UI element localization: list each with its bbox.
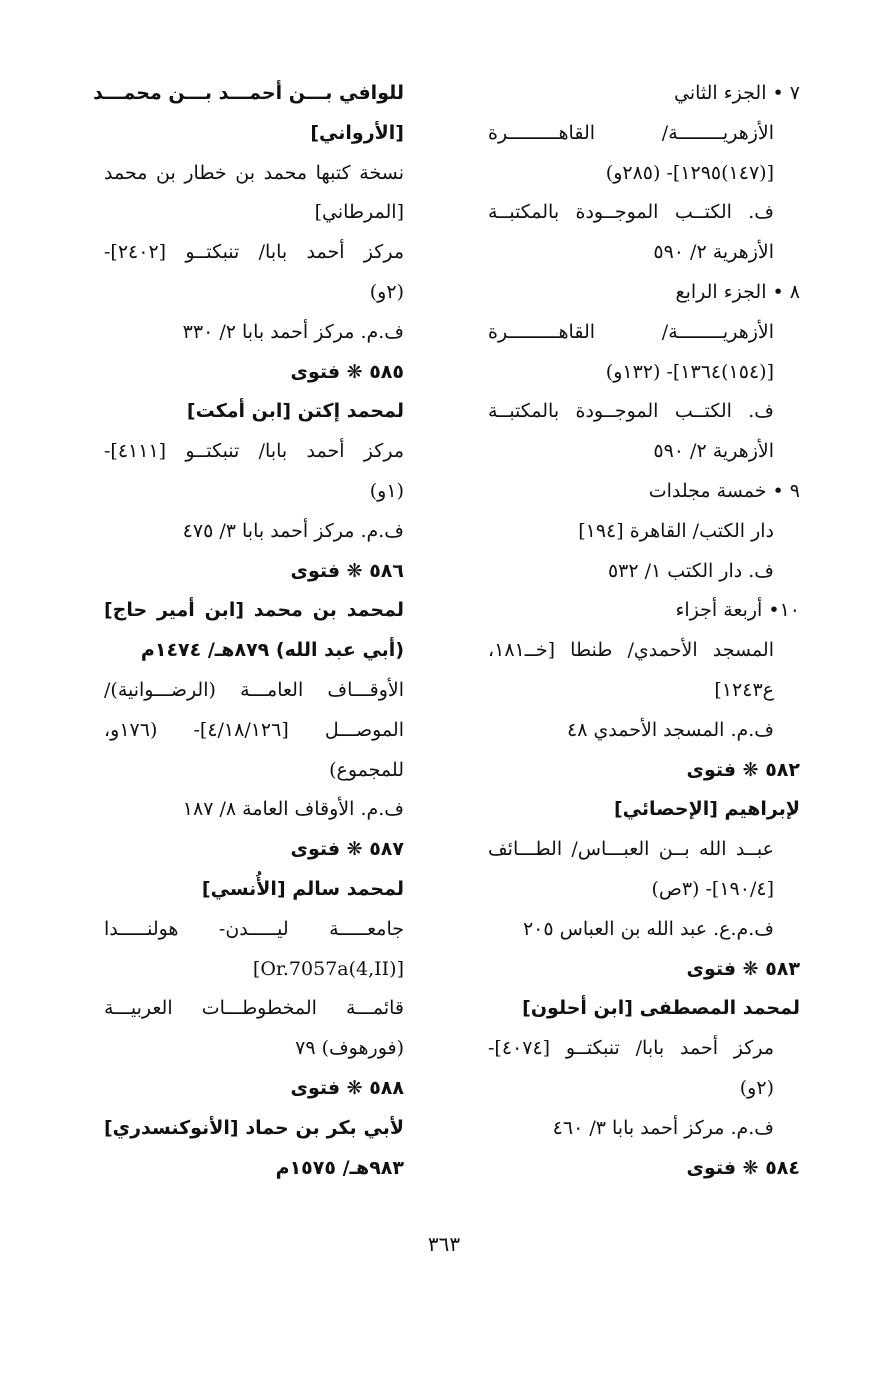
text-line: [(١٤٧)١٢٩٥]- (٢٨٥و) (605, 161, 774, 184)
text-line: ف. دار الكتب ١/ ٥٣٢ (607, 559, 774, 582)
text-line: الأزهريــــــــة/ القاهـــــــــرة (488, 121, 774, 144)
author-line: لمحمد إكتن [ابن أمكت] (186, 400, 404, 423)
text-line: الأزهرية ٢/ ٥٩٠ (653, 241, 774, 264)
text-line: مركز أحمد بابا/ تنبكتــو [٤١١١]- (104, 440, 404, 463)
text-line: الأوقـــاف العامـــة (الرضـــوانية)/ (104, 678, 404, 701)
right-column (488, 74, 800, 1188)
volume-item: ٩ • خمسة مجلدات (648, 479, 800, 502)
text-line: ف.م. المسجد الأحمدي ٤٨ (566, 718, 774, 741)
text-line: للمجموع) (329, 758, 404, 781)
text-line: [١٩٠/٤]- (٣ص) (651, 877, 774, 900)
text-line: نسخة كتبها محمد بن خطار بن محمد (104, 161, 404, 184)
volume-item: ٧ • الجزء الثاني (673, 82, 800, 104)
entry-heading: ٥٨٧ ❋ فتوى (290, 838, 404, 861)
text-line: ف.م. مركز أحمد بابا ٢/ ٣٣٠ (182, 320, 404, 343)
text-line: ع١٢٤٣] (714, 678, 774, 701)
text-line: (فورهوف) ٧٩ (295, 1037, 404, 1060)
entry-heading: ٥٨٣ ❋ فتوى (686, 957, 800, 980)
text-line: الموصـــل [٤/١٨/١٢٦]- (١٧٦و، (104, 718, 404, 741)
author-line: لمحمد المصطفى [ابن أحلون] (522, 997, 800, 1020)
entry-heading: ٥٨٦ ❋ فتوى (290, 559, 404, 582)
author-line: لإبراهيم [الإحصائي] (614, 798, 800, 821)
text-line: [المرطاني] (314, 201, 404, 224)
author-line: [الأرواني] (310, 121, 404, 144)
page-number: ٣٦٣ (427, 1232, 461, 1256)
text-line: المسجد الأحمدي/ طنطا [خــ١٨١، (488, 639, 774, 662)
text-line: ف. الكتــب الموجــودة بالمكتبــة (488, 201, 774, 224)
volume-item: ٨ • الجزء الرابع (675, 280, 800, 303)
entry-heading: ٥٨٥ ❋ فتوى (290, 360, 404, 383)
author-line: للوافي بـــن أحمـــد بـــن محمـــد (93, 82, 404, 104)
author-line: (أبي عبد الله) ٨٧٩هـ/ ١٤٧٤م (140, 639, 404, 662)
text-line: جامعـــــة ليـــــدن- هولنـــــدا (104, 917, 404, 940)
text-line: ف.م. الأوقاف العامة ٨/ ١٨٧ (182, 798, 404, 821)
author-line: لمحمد سالم [الأُنسي] (201, 877, 404, 900)
text-line: قائمـــة المخطوطـــات العربيـــة (104, 997, 404, 1020)
text-line: (٢و) (369, 280, 404, 303)
left-column (93, 74, 404, 1188)
text-line: ف.م. مركز أحمد بابا ٣/ ٤٧٥ (182, 519, 404, 542)
text-line: ف.م.ع. عبد الله بن العباس ٢٠٥ (522, 917, 774, 940)
entry-heading: ٥٨٨ ❋ فتوى (290, 1076, 404, 1099)
text-line: (١و) (369, 479, 404, 502)
text-line: عبــد الله بــن العبـــاس/ الطـــائف (488, 838, 774, 861)
text-line: مركز أحمد بابا/ تنبكتــو [٢٤٠٢]- (104, 241, 404, 264)
text-line: [Or.7057a(4,II)] (252, 957, 404, 980)
author-line: ٩٨٣هـ/ ١٥٧٥م (275, 1156, 404, 1179)
author-line: لأبي بكر بن حماد [الأنوكنسدري] (104, 1116, 404, 1139)
volume-item: ١٠• أربعة أجزاء (675, 599, 800, 622)
text-line: (٢و) (739, 1076, 774, 1099)
text-line: مركز أحمد بابا/ تنبكتــو [٤٠٧٤]- (488, 1037, 774, 1060)
text-line: الأزهريــــــــة/ القاهـــــــــرة (488, 320, 774, 343)
text-line: دار الكتب/ القاهرة [١٩٤] (578, 519, 774, 542)
text-line: ف.م. مركز أحمد بابا ٣/ ٤٦٠ (552, 1116, 774, 1139)
author-line: لمحمد بن محمد [ابن أمير حاج] (104, 599, 404, 622)
text-line: الأزهرية ٢/ ٥٩٠ (653, 440, 774, 463)
text-line: [(١٥٤)١٣٦٤]- (١٣٢و) (605, 360, 774, 383)
entry-heading: ٥٨٢ ❋ فتوى (686, 758, 800, 781)
text-line: ف. الكتــب الموجــودة بالمكتبــة (488, 400, 774, 423)
entry-heading: ٥٨٤ ❋ فتوى (686, 1156, 800, 1179)
